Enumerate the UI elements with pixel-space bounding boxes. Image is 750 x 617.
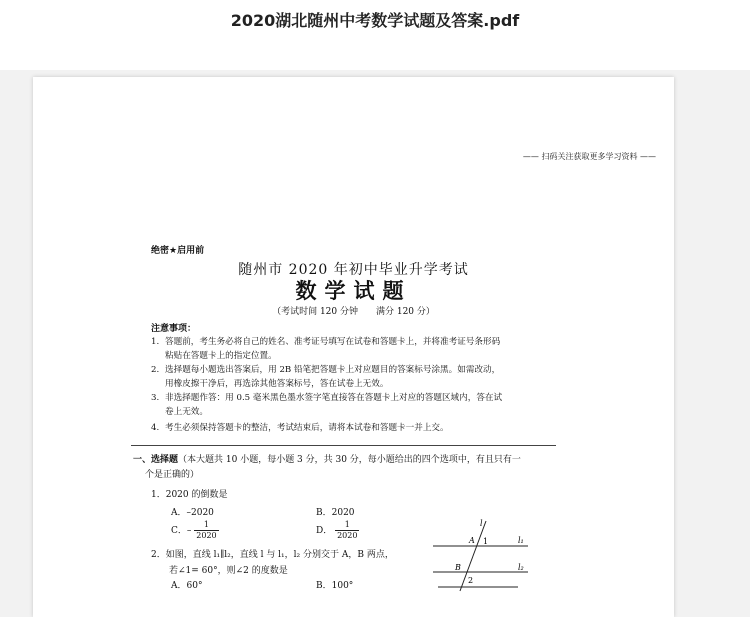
option-label: C．– [171, 526, 192, 536]
file-title: 2020湖北随州中考数学试题及答案.pdf [230, 11, 520, 30]
q1-option-a: A．–2020 [171, 508, 214, 518]
denominator: 2020 [196, 531, 217, 540]
viewer-toolbar [0, 0, 750, 70]
exam-time: （考试时间 120 分钟 满分 120 分） [272, 307, 435, 317]
q2-option-a: A．60° [171, 581, 203, 591]
note-item [151, 335, 561, 363]
q2-stem-2: 若∠1= 60°，则∠2 的度数是 [169, 566, 288, 576]
note-text: 粘贴在答题卡上的指定位置。 [165, 351, 277, 361]
notes-heading: 注意事项： [151, 324, 197, 334]
section1-intro [133, 453, 558, 483]
q2-figure [428, 517, 538, 592]
note-text: 卷上无效。 [165, 407, 208, 417]
label-l: l [480, 519, 483, 528]
numerator: 1 [335, 520, 359, 531]
fraction [335, 520, 359, 541]
scan-note: —— 扫码关注获取更多学习资料 —— [522, 152, 656, 161]
section1-desc: （本大题共 10 小题，每小题 3 分，共 30 分，每小题给出的四个选项中，有且只有一 [178, 455, 521, 465]
note-text: 答题前，考生务必将自己的姓名、准考证号填写在试卷和答题卡上，并将准考证号条形码 [165, 337, 501, 347]
q2-stem: 2．如图，直线 l₁∥l₂，直线 l 与 l₁，l₂ 分别交于 A，B 两点， [151, 550, 394, 560]
pdf-page[interactable] [33, 77, 674, 617]
fraction [194, 520, 218, 541]
label-l1: l₁ [518, 536, 524, 545]
label-l2: l₂ [518, 563, 524, 572]
note-number: 3. [151, 393, 160, 403]
note-text: 考生必须保持答题卡的整洁，考试结束后，请将本试卷和答题卡一并上交。 [165, 423, 449, 433]
numerator: 1 [194, 520, 218, 531]
q1-option-d [316, 520, 359, 541]
q1-stem: 1．2020 的倒数是 [151, 490, 228, 500]
subject-title: 数学试题 [295, 278, 412, 303]
note-number: 2. [151, 365, 160, 375]
section1-label: 一、选择题 [133, 455, 179, 465]
divider [131, 445, 556, 446]
q1-option-b: B．2020 [316, 508, 355, 518]
label-angle-2: 2 [468, 576, 474, 585]
note-text: 选择题每小题选出答案后，用 2B 铅笔把答题卡上对应题目的答案标号涂黑。如需改动， [165, 365, 501, 375]
denominator: 2020 [337, 531, 358, 540]
note-number: 4. [151, 423, 160, 433]
q1-option-c [171, 520, 219, 541]
note-item [151, 363, 561, 391]
label-A: A [469, 536, 475, 545]
note-number: 1. [151, 337, 160, 347]
secret-mark: 绝密★启用前 [151, 246, 205, 256]
note-text: 非选择题作答：用 0.5 毫米黑色墨水签字笔直接答在答题卡上对应的答题区域内，答在试 [165, 393, 503, 403]
q2-option-b: B．100° [316, 581, 354, 591]
note-item [151, 391, 561, 419]
exam-title: 随州市 2020 年初中毕业升学考试 [238, 262, 469, 278]
note-item [151, 421, 561, 435]
note-text: 用橡皮擦干净后，再选涂其他答案标号，答在试卷上无效。 [165, 379, 389, 389]
label-angle-1: 1 [483, 537, 489, 546]
label-B: B [455, 563, 461, 572]
section1-desc2: 个是正确的） [145, 470, 200, 480]
option-label: D． [316, 526, 333, 536]
